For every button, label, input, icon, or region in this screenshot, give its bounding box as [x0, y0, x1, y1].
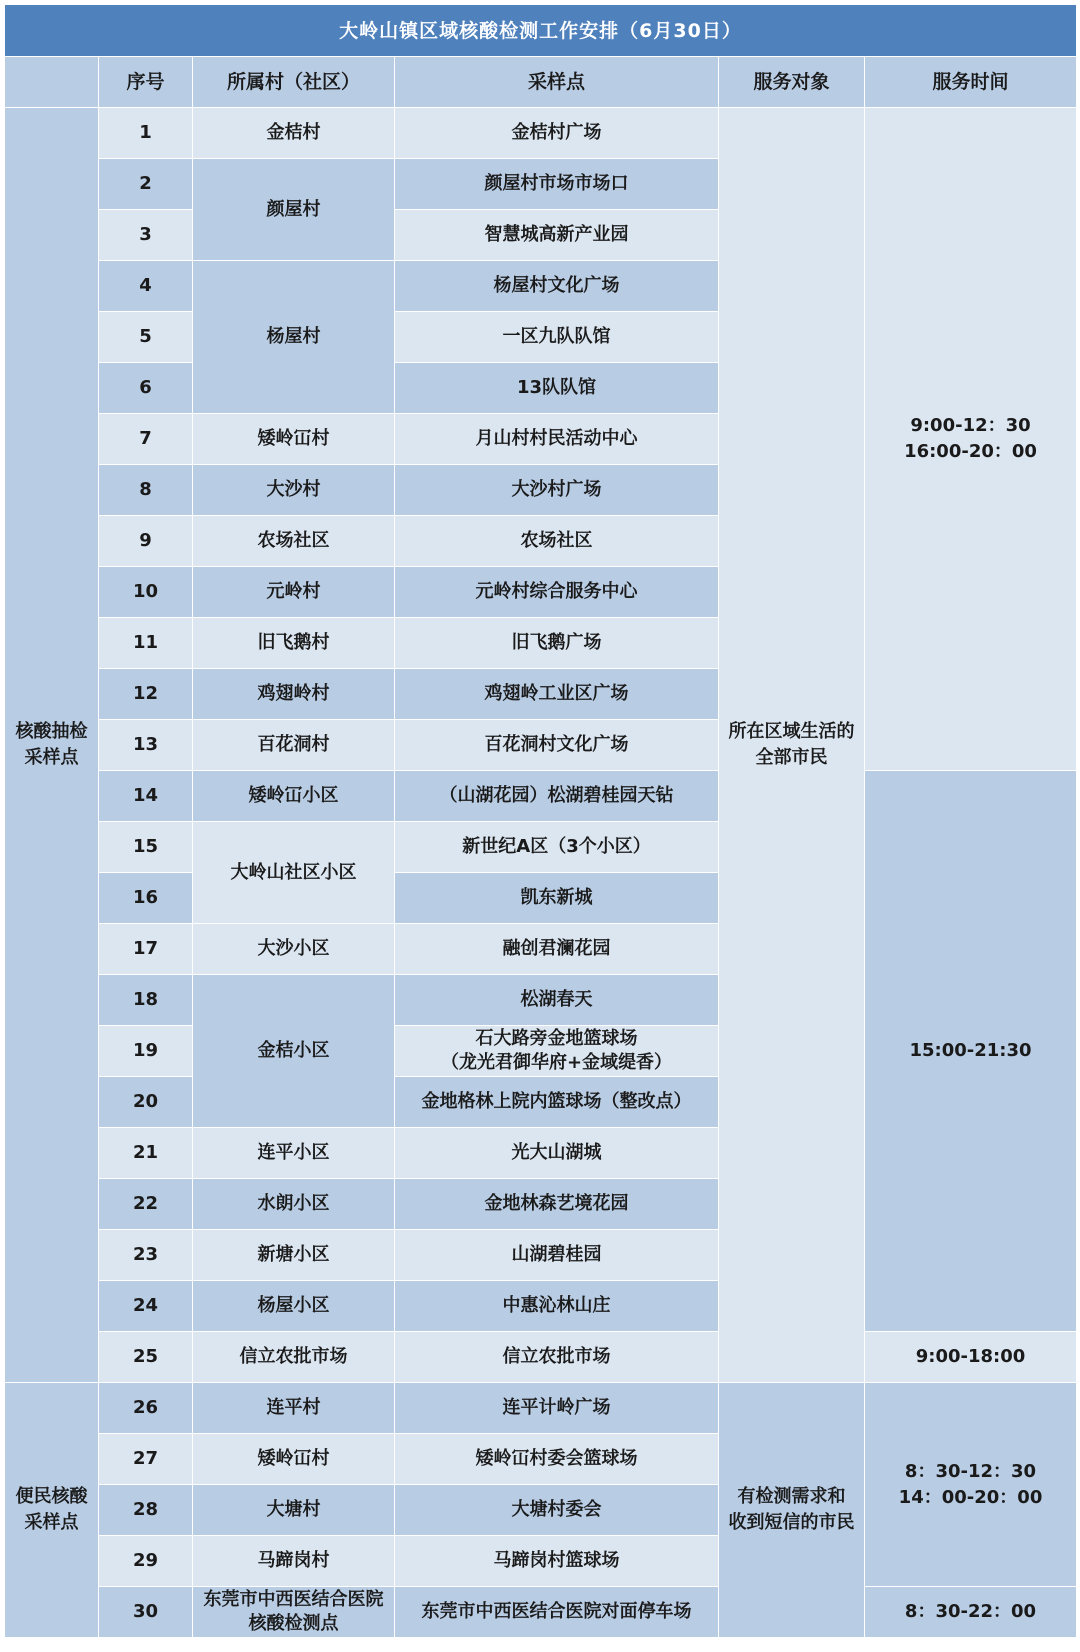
- row-number: 9: [99, 516, 193, 567]
- header-category: [5, 57, 99, 108]
- site-cell: 月山村村民活动中心: [395, 414, 719, 465]
- row-number: 25: [99, 1332, 193, 1383]
- site-cell: 光大山湖城: [395, 1128, 719, 1179]
- site-cell: 农场社区: [395, 516, 719, 567]
- village-cell: 颜屋村: [193, 159, 395, 261]
- row-number: 3: [99, 210, 193, 261]
- site-cell: 智慧城高新产业园: [395, 210, 719, 261]
- table-row: [5, 108, 1077, 159]
- header-site: 采样点: [395, 57, 719, 108]
- site-cell: 元岭村综合服务中心: [395, 567, 719, 618]
- village-cell: 矮岭冚村: [193, 1434, 395, 1485]
- table-row: [5, 1332, 1077, 1383]
- row-number: 16: [99, 873, 193, 924]
- village-cell: 鸡翅岭村: [193, 669, 395, 720]
- row-number: 14: [99, 771, 193, 822]
- site-cell: 融创君澜花园: [395, 924, 719, 975]
- site-cell: 颜屋村市场市场口: [395, 159, 719, 210]
- site-cell: 连平计岭广场: [395, 1383, 719, 1434]
- row-number: 13: [99, 720, 193, 771]
- site-cell: 信立农批市场: [395, 1332, 719, 1383]
- service-time-cell: 8：30-12：30 14：00-20：00: [865, 1383, 1077, 1587]
- site-cell: 山湖碧桂园: [395, 1230, 719, 1281]
- village-cell: 矮岭冚村: [193, 414, 395, 465]
- service-time-cell: 15:00-21:30: [865, 771, 1077, 1332]
- row-number: 28: [99, 1485, 193, 1536]
- site-cell: 大塘村委会: [395, 1485, 719, 1536]
- header-number: 序号: [99, 57, 193, 108]
- row-number: 2: [99, 159, 193, 210]
- service-target-cell: 有检测需求和 收到短信的市民: [719, 1383, 865, 1638]
- village-cell: 大塘村: [193, 1485, 395, 1536]
- row-number: 26: [99, 1383, 193, 1434]
- service-target-cell: 所在区域生活的 全部市民: [719, 108, 865, 1383]
- row-number: 20: [99, 1077, 193, 1128]
- table-row: [5, 1383, 1077, 1434]
- site-cell: 中惠沁林山庄: [395, 1281, 719, 1332]
- site-cell: 金地格林上院内篮球场（整改点）: [395, 1077, 719, 1128]
- table-row: [5, 771, 1077, 822]
- row-number: 11: [99, 618, 193, 669]
- site-cell: 矮岭冚村委会篮球场: [395, 1434, 719, 1485]
- site-cell: 大沙村广场: [395, 465, 719, 516]
- row-number: 22: [99, 1179, 193, 1230]
- row-number: 24: [99, 1281, 193, 1332]
- village-cell: 杨屋村: [193, 261, 395, 414]
- row-number: 18: [99, 975, 193, 1026]
- row-number: 12: [99, 669, 193, 720]
- site-cell: 金地林森艺境花园: [395, 1179, 719, 1230]
- village-cell: 金桔村: [193, 108, 395, 159]
- category-convenience: 便民核酸 采样点: [5, 1383, 99, 1638]
- schedule-table: [4, 4, 1077, 1638]
- row-number: 19: [99, 1026, 193, 1077]
- site-cell: 凯东新城: [395, 873, 719, 924]
- village-cell: 杨屋小区: [193, 1281, 395, 1332]
- header-village: 所属村（社区）: [193, 57, 395, 108]
- site-cell: 新世纪A区（3个小区）: [395, 822, 719, 873]
- row-number: 21: [99, 1128, 193, 1179]
- village-cell: 信立农批市场: [193, 1332, 395, 1383]
- village-cell: 连平村: [193, 1383, 395, 1434]
- header-service-target: 服务对象: [719, 57, 865, 108]
- schedule-table-wrapper: [4, 4, 1076, 1638]
- service-time-cell: 9:00-12：30 16:00-20：00: [865, 108, 1077, 771]
- site-cell: 一区九队队馆: [395, 312, 719, 363]
- site-cell: 松湖春天: [395, 975, 719, 1026]
- row-number: 5: [99, 312, 193, 363]
- site-cell: 东莞市中西医结合医院对面停车场: [395, 1587, 719, 1638]
- village-cell: 大岭山社区小区: [193, 822, 395, 924]
- row-number: 8: [99, 465, 193, 516]
- table-row: [5, 1587, 1077, 1638]
- site-cell: （山湖花园）松湖碧桂园天钻: [395, 771, 719, 822]
- row-number: 17: [99, 924, 193, 975]
- site-cell: 13队队馆: [395, 363, 719, 414]
- category-sampling-check: 核酸抽检 采样点: [5, 108, 99, 1383]
- site-cell: 杨屋村文化广场: [395, 261, 719, 312]
- service-time-cell: 9:00-18:00: [865, 1332, 1077, 1383]
- row-number: 10: [99, 567, 193, 618]
- village-cell: 元岭村: [193, 567, 395, 618]
- row-number: 15: [99, 822, 193, 873]
- village-cell: 马蹄岗村: [193, 1536, 395, 1587]
- village-cell: 大沙村: [193, 465, 395, 516]
- row-number: 1: [99, 108, 193, 159]
- village-cell: 大沙小区: [193, 924, 395, 975]
- village-cell: 金桔小区: [193, 975, 395, 1128]
- site-cell: 旧飞鹅广场: [395, 618, 719, 669]
- village-cell: 连平小区: [193, 1128, 395, 1179]
- village-cell: 旧飞鹅村: [193, 618, 395, 669]
- service-time-cell: 8：30-22：00: [865, 1587, 1077, 1638]
- village-cell: 矮岭冚小区: [193, 771, 395, 822]
- village-cell: 新塘小区: [193, 1230, 395, 1281]
- row-number: 4: [99, 261, 193, 312]
- row-number: 7: [99, 414, 193, 465]
- row-number: 30: [99, 1587, 193, 1638]
- site-cell: 鸡翅岭工业区广场: [395, 669, 719, 720]
- village-cell: 东莞市中西医结合医院 核酸检测点: [193, 1587, 395, 1638]
- site-cell: 百花洞村文化广场: [395, 720, 719, 771]
- village-cell: 农场社区: [193, 516, 395, 567]
- header-service-time: 服务时间: [865, 57, 1077, 108]
- site-cell: 金桔村广场: [395, 108, 719, 159]
- row-number: 23: [99, 1230, 193, 1281]
- table-title: 大岭山镇区域核酸检测工作安排（6月30日）: [5, 5, 1077, 57]
- row-number: 6: [99, 363, 193, 414]
- village-cell: 水朗小区: [193, 1179, 395, 1230]
- row-number: 29: [99, 1536, 193, 1587]
- site-cell: 石大路旁金地篮球场 （龙光君御华府+金域缇香）: [395, 1026, 719, 1077]
- row-number: 27: [99, 1434, 193, 1485]
- village-cell: 百花洞村: [193, 720, 395, 771]
- site-cell: 马蹄岗村篮球场: [395, 1536, 719, 1587]
